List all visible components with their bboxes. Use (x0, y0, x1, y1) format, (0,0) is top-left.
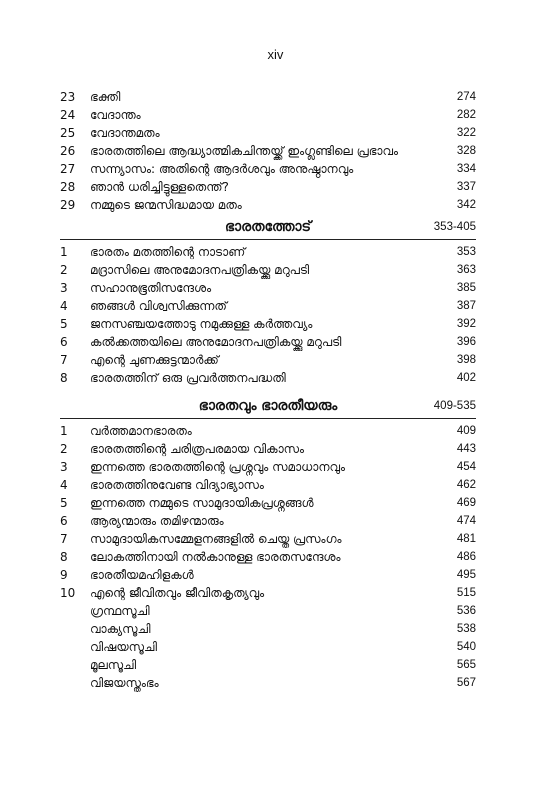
section-page-range: 353-405 (433, 221, 476, 233)
entry-title: ഭാരതത്തിനുവേണ്ട വിദ്യാഭ്യാസം (90, 478, 264, 492)
entry-title: ഭാരതത്തിന്റെ ചരിത്രപരമായ വികാസം (90, 442, 305, 456)
entry-title: ഞങ്ങൾ വിശ്വസിക്കുന്നത് (90, 299, 227, 313)
section-page-range: 409-535 (433, 400, 476, 412)
entry-number: 25 (60, 126, 76, 140)
entry-page: 462 (456, 479, 476, 491)
toc-entry[interactable] (60, 298, 476, 314)
entry-page: 353 (456, 246, 476, 258)
toc-entry[interactable] (60, 89, 476, 105)
entry-number: 5 (60, 317, 68, 331)
entry-number: 23 (60, 90, 76, 104)
toc-entry[interactable] (60, 179, 476, 195)
entry-title: മൂലസൂചി (90, 658, 137, 672)
toc-entry[interactable] (60, 280, 476, 296)
entry-page: 328 (456, 145, 476, 157)
toc-entry[interactable] (60, 197, 476, 213)
entry-title: വാക്യസൂചി (90, 622, 151, 636)
entry-number: 7 (60, 532, 68, 546)
toc-entry[interactable] (60, 316, 476, 332)
entry-title: സന്ന്യാസം: അതിന്റെ ആദർശവും അനുഷ്ഠാനവും (90, 162, 354, 176)
entry-page: 538 (456, 623, 476, 635)
entry-number: 8 (60, 371, 68, 385)
entry-page: 387 (456, 300, 476, 312)
entry-page: 469 (456, 497, 476, 509)
entry-page: 515 (456, 587, 476, 599)
entry-number: 3 (60, 281, 68, 295)
entry-title: വേദാന്തം (90, 108, 141, 122)
entry-number: 6 (60, 335, 68, 349)
entry-title: വിജയസ്തംഭം (90, 676, 159, 690)
toc-entry[interactable] (60, 477, 476, 493)
entry-title: ഇന്നത്തെ ഭാരതത്തിന്റെ പ്രശ്നവും സമാധാനവും (90, 460, 346, 474)
entry-page: 342 (456, 199, 476, 211)
toc-entry[interactable] (60, 107, 476, 123)
entry-page: 567 (456, 677, 476, 689)
entry-number: 8 (60, 550, 68, 564)
entry-page: 282 (456, 109, 476, 121)
entry-title: ഭാരതം മതത്തിന്റെ നാടാണ് (90, 245, 246, 259)
toc-entry[interactable] (60, 334, 476, 350)
toc-entry[interactable] (60, 441, 476, 457)
entry-number: 10 (60, 586, 76, 600)
toc-entry[interactable] (60, 459, 476, 475)
entry-number: 4 (60, 478, 68, 492)
toc-entry[interactable] (60, 603, 476, 619)
toc-entry[interactable] (60, 262, 476, 278)
section-divider (60, 239, 476, 240)
entry-page: 363 (456, 264, 476, 276)
entry-number: 29 (60, 198, 76, 212)
entry-number: 1 (60, 245, 68, 259)
toc-entry[interactable] (60, 675, 476, 691)
entry-number: 2 (60, 263, 68, 277)
section-header (60, 216, 476, 238)
entry-title: മദ്രാസിലെ അനുമോദനപത്രികയ്ക്കു മറുപടി (90, 263, 310, 277)
toc-entry[interactable] (60, 143, 476, 159)
entry-page: 454 (456, 461, 476, 473)
entry-number: 3 (60, 460, 68, 474)
entry-page: 274 (456, 91, 476, 103)
entry-number: 27 (60, 162, 76, 176)
entry-page: 385 (456, 282, 476, 294)
entry-page: 495 (456, 569, 476, 581)
entry-page: 398 (456, 354, 476, 366)
entry-title: നമ്മുടെ ജന്മസിദ്ധമായ മതം (90, 198, 242, 212)
entry-number: 5 (60, 496, 68, 510)
entry-page: 396 (456, 336, 476, 348)
toc-entry[interactable] (60, 495, 476, 511)
entry-number: 24 (60, 108, 76, 122)
entry-title: വേദാന്തമതം (90, 126, 160, 140)
entry-title: ലോകത്തിനായി നൽകാനുള്ള ഭാരതസന്ദേശം (90, 550, 341, 564)
section-divider (60, 418, 476, 419)
entry-title: ഭാരതീയമഹിളകൾ (90, 568, 194, 582)
entry-number: 4 (60, 299, 68, 313)
toc-entry[interactable] (60, 161, 476, 177)
page-number: xiv (267, 47, 284, 62)
entry-title: ഗ്രന്ഥസൂചി (90, 604, 150, 618)
toc-entry[interactable] (60, 125, 476, 141)
toc-entry[interactable] (60, 639, 476, 655)
section-header (60, 395, 476, 417)
entry-page: 402 (456, 372, 476, 384)
entry-number: 7 (60, 353, 68, 367)
entry-page: 334 (456, 163, 476, 175)
toc-entry[interactable] (60, 657, 476, 673)
entry-number: 9 (60, 568, 68, 582)
toc-entry[interactable] (60, 585, 476, 601)
entry-title: ആര്യന്മാരും തമിഴന്മാരും (90, 514, 224, 528)
toc-entry[interactable] (60, 621, 476, 637)
entry-title: വർത്തമാനഭാരതം (90, 424, 192, 438)
entry-page: 322 (456, 127, 476, 139)
entry-title: വിഷയസൂചി (90, 640, 157, 654)
entry-page: 392 (456, 318, 476, 330)
entry-title: ഇന്നത്തെ നമ്മുടെ സാമുദായികപ്രശ്നങ്ങൾ (90, 496, 314, 510)
section-title: ഭാരതത്തോട് (224, 219, 312, 235)
entry-number: 28 (60, 180, 76, 194)
entry-number: 26 (60, 144, 76, 158)
toc-entry[interactable] (60, 370, 476, 386)
toc-entry[interactable] (60, 513, 476, 529)
toc-entry[interactable] (60, 549, 476, 565)
entry-page: 443 (456, 443, 476, 455)
entry-title: എന്റെ ജീവിതവും ജീവിതകൃത്യവും (90, 586, 265, 600)
section-title: ഭാരതവും ഭാരതീയരും (198, 398, 338, 414)
entry-page: 486 (456, 551, 476, 563)
entry-title: സാമുദായികസമ്മേളനങ്ങളിൽ ചെയ്ത പ്രസംഗം (90, 532, 342, 546)
entry-page: 540 (456, 641, 476, 653)
toc-entry[interactable] (60, 352, 476, 368)
entry-title: ഭാരതത്തിലെ ആദ്ധ്യാത്മികചിന്തയ്ക്ക് ഇംഗ്ലണ്ടിലെ പ്രഭാവം (90, 144, 399, 158)
entry-page: 337 (456, 181, 476, 193)
entry-title: സഹാനുഭൂതിസന്ദേശം (90, 281, 212, 295)
toc-entry[interactable] (60, 423, 476, 439)
entry-page: 409 (456, 425, 476, 437)
entry-title: ജനസഞ്ചയത്തോടു നമുക്കുള്ള കർത്തവ്യം (90, 317, 313, 331)
entry-page: 536 (456, 605, 476, 617)
entry-title: ഭാരതത്തിന് ഒരു പ്രവർത്തനപദ്ധതി (90, 371, 286, 385)
entry-title: എന്റെ ചുണക്കുട്ടന്മാർക്ക് (90, 353, 219, 367)
toc-entry[interactable] (60, 567, 476, 583)
toc-entry[interactable] (60, 531, 476, 547)
entry-number: 2 (60, 442, 68, 456)
entry-page: 481 (456, 533, 476, 545)
entry-number: 1 (60, 424, 68, 438)
entry-page: 474 (456, 515, 476, 527)
entry-number: 6 (60, 514, 68, 528)
toc-entry[interactable] (60, 244, 476, 260)
entry-title: കൽക്കത്തയിലെ അനുമോദനപത്രികയ്ക്കു മറുപടി (90, 335, 342, 349)
entry-title: ഭക്തി (90, 90, 121, 104)
entry-title: ഞാൻ ധരിച്ചിട്ടുള്ളതെന്ത്? (90, 180, 229, 194)
entry-page: 565 (456, 659, 476, 671)
